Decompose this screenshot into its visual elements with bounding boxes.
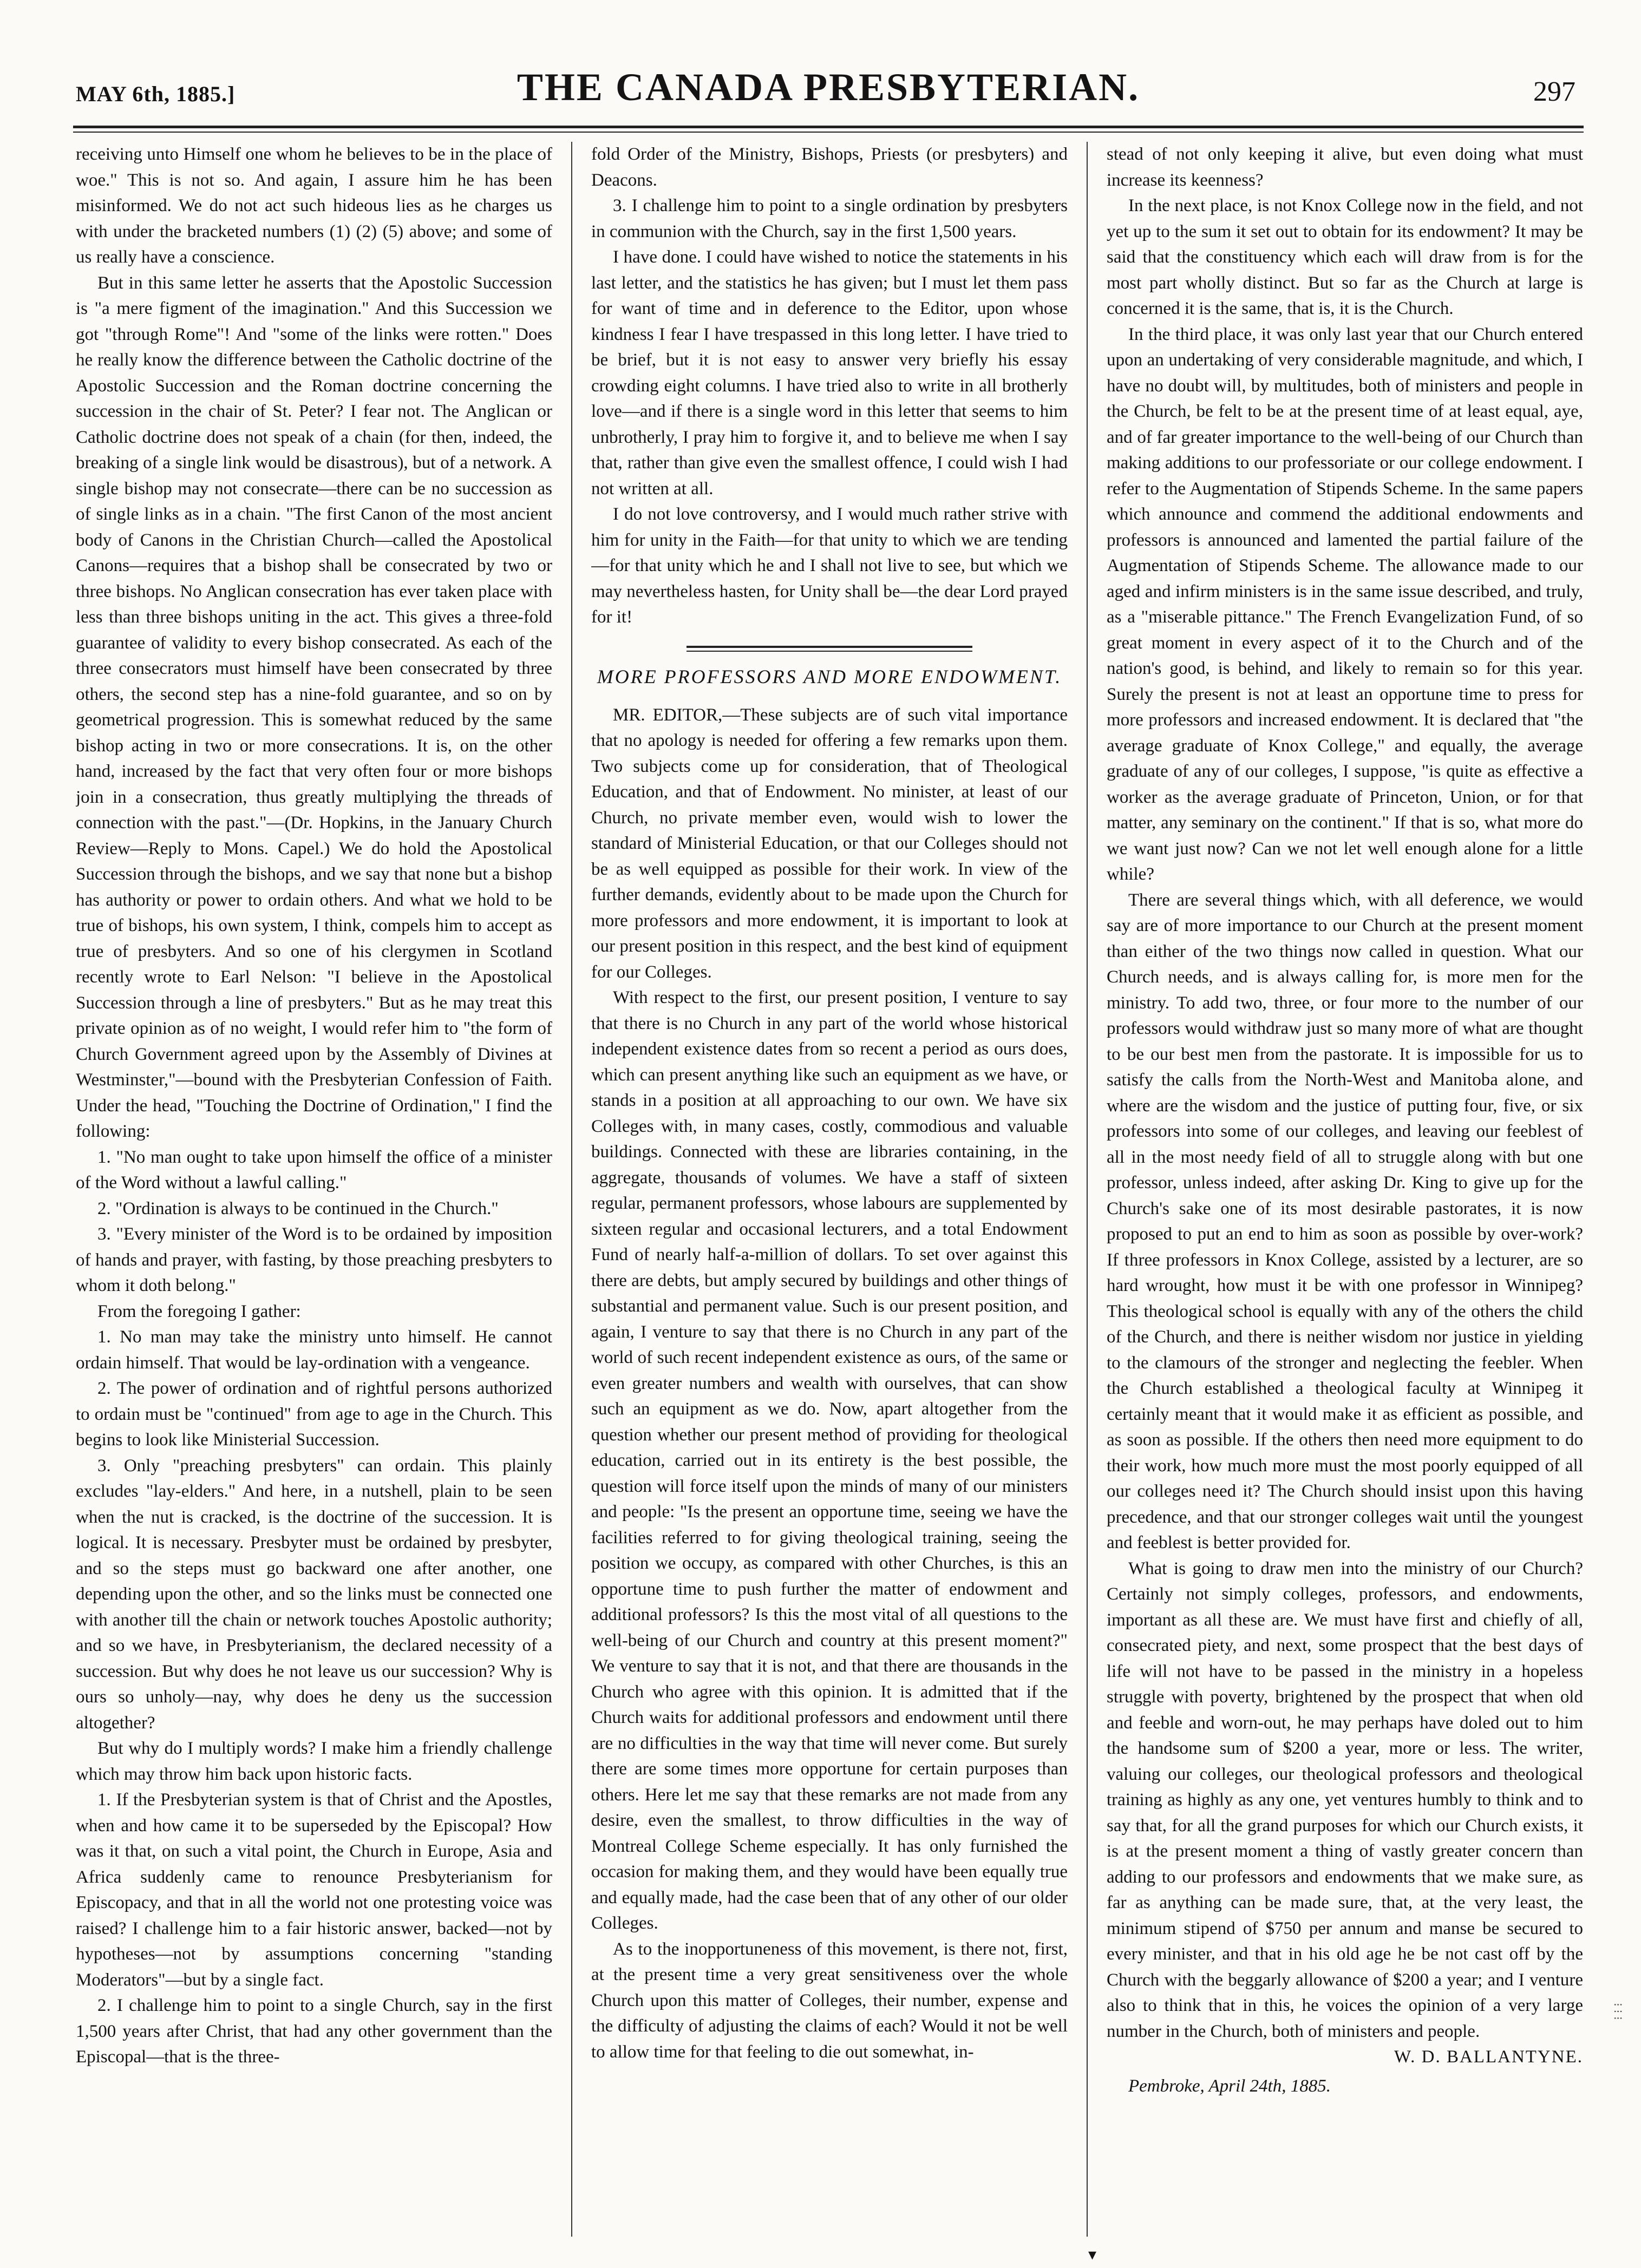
article-separator	[687, 646, 972, 652]
paragraph: What is going to draw men into the ministry of our Church? Certainly not simply colleges, professors, and endowments, important as all these are. We must have first and chiefly of all, consecrated piety, and next, some prospect that the best days of life will not have to be passed in the ministry in a hopeless struggle with poverty, brightened by the prospect that when old and feeble and worn-out, he may perhaps have doled out to him the handsome sum of $200 a year, more or less. The writer, valuing our colleges, our theological professors and theological training as highly as any one, yet ventures humbly to think and to say that, for all the grand purposes for which our Church exists, it is at the present moment a thing of vastly greater concern than adding to our professors and endowments that we make sure, as far as anything can be made sure, that, at the very least, the minimum stipend of $750 per annum and manse be secured to every minister, and that in his old age he be not cast off by the Church with the beggarly allowance of $200 a year; and I venture also to think that in this, he voices the opinion of a very large number in the Church, both of ministers and people.	[1107, 1558, 1583, 2041]
dateline: Pembroke, April 24th, 1885.	[1128, 2076, 1331, 2096]
paragraph: But in this same letter he asserts that the Apostolic Succession is "a mere figment of the imagination." And this Succession we got "through Rome"! And "some of the links were rotten." Does he really know the difference between the Catholic doctrine of the Apostolic Succession and the Roman doctrine concerning the succession in the chair of St. Peter? I fear not. The Anglican or Catholic doctrine does not speak of a chain (for then, indeed, the breaking of a single link would be disastrous), but of a network. A single bishop may not consecrate—there can be no succession as of single links as in a chain. "The first Canon of the most ancient body of Canons in the Christian Church—called the Apostolical Canons—requires that a bishop shall be consecrated by two or three bishops. No Anglican consecration has ever taken place with less than three bishops uniting in the act. This gives a three-fold guarantee of validity to every bishop consecrated. As each of the three consecrators must himself have been consecrated by three others, the second step has a nine-fold guarantee, and so on by geometrical progression. This is somewhat reduced by the same bishop acting in two or more consecrations. It is, on the other hand, increased by the fact that very often four or more bishops join in a consecration, thus greatly multiplying the threads of connection with the past."—(Dr. Hopkins, in the January Church Review—Reply to Mons. Capel.) We do hold the Apostolical Succession through the bishops, and we say that none but a bishop has authority or power to ordain others. And what we hold to be true of bishops, his own system, I think, compels him to accept as true of presbyters. And so one of his clergymen in Scotland recently wrote to Earl Nelson: "I believe in the Apostolical Succession through a line of presbyters." But as he may treat this private opinion as of no weight, I would refer him to "the form of Church Government agreed upon by the Assembly of Divines at Westminster,"—bound with the Presbyterian Confession of Faith. Under the head, "Touching the Doctrine of Ordination," I find the following:	[76, 273, 552, 1141]
paragraph: fold Order of the Ministry, Bishops, Priests (or presbyters) and Deacons.	[591, 145, 1068, 190]
column-2	[591, 142, 1068, 2237]
paragraph: As to the inopportuneness of this movement, is there not, first, at the present time a very great sensitiveness over the whole Church upon this matter of Colleges, their number, expense and the difficulty of adjusting the claims of each? Would it not be well to allow time for that feeling to die out somewhat, in-	[591, 1939, 1068, 2062]
masthead-title: THE CANADA PRESBYTERIAN.	[517, 65, 1140, 109]
column-1	[76, 142, 552, 2237]
paragraph: receiving unto Himself one whom he believes to be in the place of woe." This is not so. And again, I assure him he has been misinformed. We do not act such hideous lies as he charges us with under the bracketed numbers (1) (2) (5) above; and some of us really have a conscience.	[76, 145, 552, 267]
paragraph: In the next place, is not Knox College now in the field, and not yet up to the sum it set out to obtain for its endowment? It may be said that the constituency which each will draw from is for the most part wholly distinct. But so far as the Church at large is concerned it is the same, that is, it is the Church.	[1107, 196, 1583, 318]
page-number: 297	[1533, 76, 1575, 107]
paragraph: 3. I challenge him to point to a single ordination by presbyters in communion with the Church, say in the first 1,500 years.	[591, 196, 1068, 241]
column-divider-1	[571, 142, 572, 2237]
paragraph: With respect to the first, our present position, I venture to say that there is no Church in any part of the world whose historical independent existence dates from so recent a period as ours does, which can present anything like such an equipment as we have, or stands in a position at all approaching to our own. We have six Colleges with, in many cases, costly, commodious and valuable buildings. Connected with these are libraries containing, in the aggregate, thousands of volumes. We have a staff of sixteen regular, permanent professors, whose labours are supplemented by sixteen regular and occasional lecturers, and a total Endowment Fund of nearly half-a-million of dollars. To set over against this there are debts, but amply secured by buildings and other things of substantial and permanent value. Such is our present position, and again, I venture to say that there is no Church in any part of the world of such recent independent existence as ours, of the same or even greater numbers and wealth with ourselves, that can show such an equipment as we do. Now, apart altogether from the question whether our present method of providing for theological education, carried out in its entirety is the best possible, the question will force itself upon the minds of many of our ministers and people: "Is the present an opportune time, seeing we have the facilities referred to for giving theological training, seeing the position we occupy, as compared with other Churches, is this an opportune time to push further the matter of endowment and additional professors? Is this the most vital of all questions to the well-being of our Church and country at this present moment?" We venture to say that it is not, and that there are thousands in the Church who agree with this opinion. It is admitted that if the Church waits for additional professors and endowment until there are no difficulties in the way that time will never come. But surely there are some times more opportune for certain purposes than others. Here let me say that these remarks are not made from any desire, even the smallest, to throw difficulties in the way of Montreal College Scheme especially. It has only furnished the occasion for making them, and they would have been equally true and equally made, had the case been that of any other of our older Colleges.	[591, 988, 1068, 1933]
paragraph: MR. EDITOR,—These subjects are of such vital importance that no apology is needed for offering a few remarks upon them. Two subjects come up for consideration, that of Theological Education, and that of Endowment. No minister, at least of our Church, no private member even, would wish to lower the standard of Ministerial Education, or that our Colleges should not be as well equipped as possible for their work. In view of the further demands, evidently about to be made upon the Church for more professors and more endowment, it is important to look at our present position in this respect, and the best kind of equipment for our Colleges.	[591, 705, 1068, 982]
paragraph: 2. "Ordination is always to be continued in the Church."	[97, 1198, 499, 1218]
page-header	[76, 60, 1581, 119]
paragraph: 2. The power of ordination and of rightful persons authorized to ordain must be "continued" from age to age in the Church. This begins to look like Ministerial Succession.	[76, 1379, 552, 1450]
paragraph: 1. No man may take the ministry unto himself. He cannot ordain himself. That would be lay-ordination with a vengeance.	[76, 1327, 552, 1373]
author-signature: W. D. BALLANTYNE.	[1394, 2047, 1583, 2067]
paragraph: 1. "No man ought to take upon himself the office of a minister of the Word without a lawful calling."	[76, 1147, 552, 1192]
column-divider-2	[1087, 142, 1088, 2237]
margin-scan-marks: ⁝ ⁝ ⁝	[1611, 2003, 1625, 2020]
paragraph: From the foregoing I gather:	[97, 1301, 301, 1321]
footer-mark: ▾	[1088, 2246, 1097, 2264]
paragraph: I do not love controversy, and I would much rather strive with him for unity in the Faith—for that unity to which we are tending—for that unity which he and I shall not live to see, but which we may nevertheless hasten, for Unity shall be—the dear Lord prayed for it!	[591, 504, 1068, 627]
paragraph: 3. "Every minister of the Word is to be ordained by imposition of hands and prayer, with fasting, by those preaching presbyters to whom it doth belong."	[76, 1224, 552, 1295]
paragraph: But why do I multiply words? I make him a friendly challenge which may throw him back upon historic facts.	[76, 1739, 552, 1784]
paragraph: In the third place, it was only last year that our Church entered upon an undertaking of very considerable magnitude, and which, I have no doubt will, by multitudes, both of ministers and people in the Church, be felt to be at the present time of at least equal, aye, and of far greater importance to the well-being of our Church than making additions to our professoriate or our college endowment. I refer to the Augmentation of Stipends Scheme. In the same papers which announce and commend the additional endowments and professors is announced and lamented the partial failure of the Augmentation of Stipends Scheme. The allowance made to our aged and infirm ministers is in the same issue described, and truly, as a "miserable pittance." The French Evangelization Fund, of so great moment in every aspect of it to the Church and of the nation's good, is behind, and likely to remain so for this year. Surely the present is not at least an opportune time to press for more professors and increased endowment. It is declared that "the average graduate of Knox College," and equally, the average graduate of any of our colleges, I suppose, "is quite as effective a worker as the average graduate of Princeton, Union, or for that matter, any seminary on the continent." If that is so, what more do we want just now? Can we not let well enough alone for a little while?	[1107, 324, 1583, 884]
paragraph: 3. Only "preaching presbyters" can ordain. This plainly excludes "lay-elders." And here, in a nutshell, plain to be seen when the nut is cracked, is the doctrine of the succession. It is logical. It is necessary. Presbyter must be ordained by presbyter, and so the steps must go backward one after another, one depending upon the other, and so the links must be connected one with another till the chain or network touches Apostolic authority; and so we have, in Presbyterianism, the declared necessity of a succession. But why does he not leave us our succession? Why is ours so unholy—nay, why does he deny us the succession altogether?	[76, 1456, 552, 1733]
paragraph: I have done. I could have wished to notice the statements in his last letter, and the statistics he has given; but I must let them pass for want of time and in deference to the Editor, upon whose kindness I fear I have trespassed in this long letter. I have tried to be brief, but it is not easy to answer very briefly his essay crowding eight columns. I have tried also to write in all brotherly love—and if there is a single word in this letter that seems to him unbrotherly, I pray him to forgive it, and to believe me when I say that, rather than give even the smallest offence, I could wish I had not written at all.	[591, 247, 1068, 499]
issue-date: MAY 6th, 1885.]	[76, 82, 236, 106]
paragraph: 1. If the Presbyterian system is that of Christ and the Apostles, when and how came it to be superseded by the Episcopal? How was it that, on such a vital point, the Church in Europe, Asia and Africa suddenly came to renounce Presbyterianism for Episcopacy, and that in all the world not one protesting voice was raised? I challenge him to a fair historic answer, backed—not by hypotheses—not by assumptions concerning "standing Moderators"—but by a single fact.	[76, 1790, 552, 1990]
header-rule-thin	[73, 132, 1584, 133]
paragraph: 2. I challenge him to point to a single Church, say in the first 1,500 years after Christ, that had any other government than the Episcopal—that is the three-	[76, 1996, 552, 2067]
paragraph: stead of not only keeping it alive, but even doing what must increase its keenness?	[1107, 145, 1583, 190]
paragraph: There are several things which, with all deference, we would say are of more importance to our Church at the present moment than either of the two things now called in question. What our Church needs, and is always calling for, is more men for the ministry. To add two, three, or four more to the number of our professors would withdraw just so many more of what are thought to be our best men from the pastorate. It is impossible for us to satisfy the calls from the North-West and Manitoba alone, and where are the wisdom and the justice of putting four, five, or six professors into some of our colleges, and leaving our feeblest of all in the most needy field of all to struggle along with but one professor, unless indeed, after asking Dr. King to give up for the Church's sake one of its most desirable pastorates, it is now proposed to put an end to him as soon as possible by over-work? If three professors in Knox College, assisted by a lecturer, are so hard wrought, how must it be with one professor in Winnipeg? This theological school is equally with any of the others the child of the Church, and there is neither wisdom nor justice in yielding to the clamours of the stronger and neglecting the feebler. When the Church established a theological faculty at Winnipeg it certainly meant that it would make it as efficient as possible, and as soon as possible. If the others then need more equipment to do their work, how much more must the most poorly equipped of all our colleges need it? The Church should insist upon this having precedence, and that our stronger colleges wait until the youngest and feeblest is better provided for.	[1107, 890, 1583, 1552]
column-3	[1107, 142, 1583, 2237]
header-rule-thick	[73, 126, 1584, 128]
article-title: MORE PROFESSORS AND MORE ENDOWMENT.	[597, 665, 1062, 687]
